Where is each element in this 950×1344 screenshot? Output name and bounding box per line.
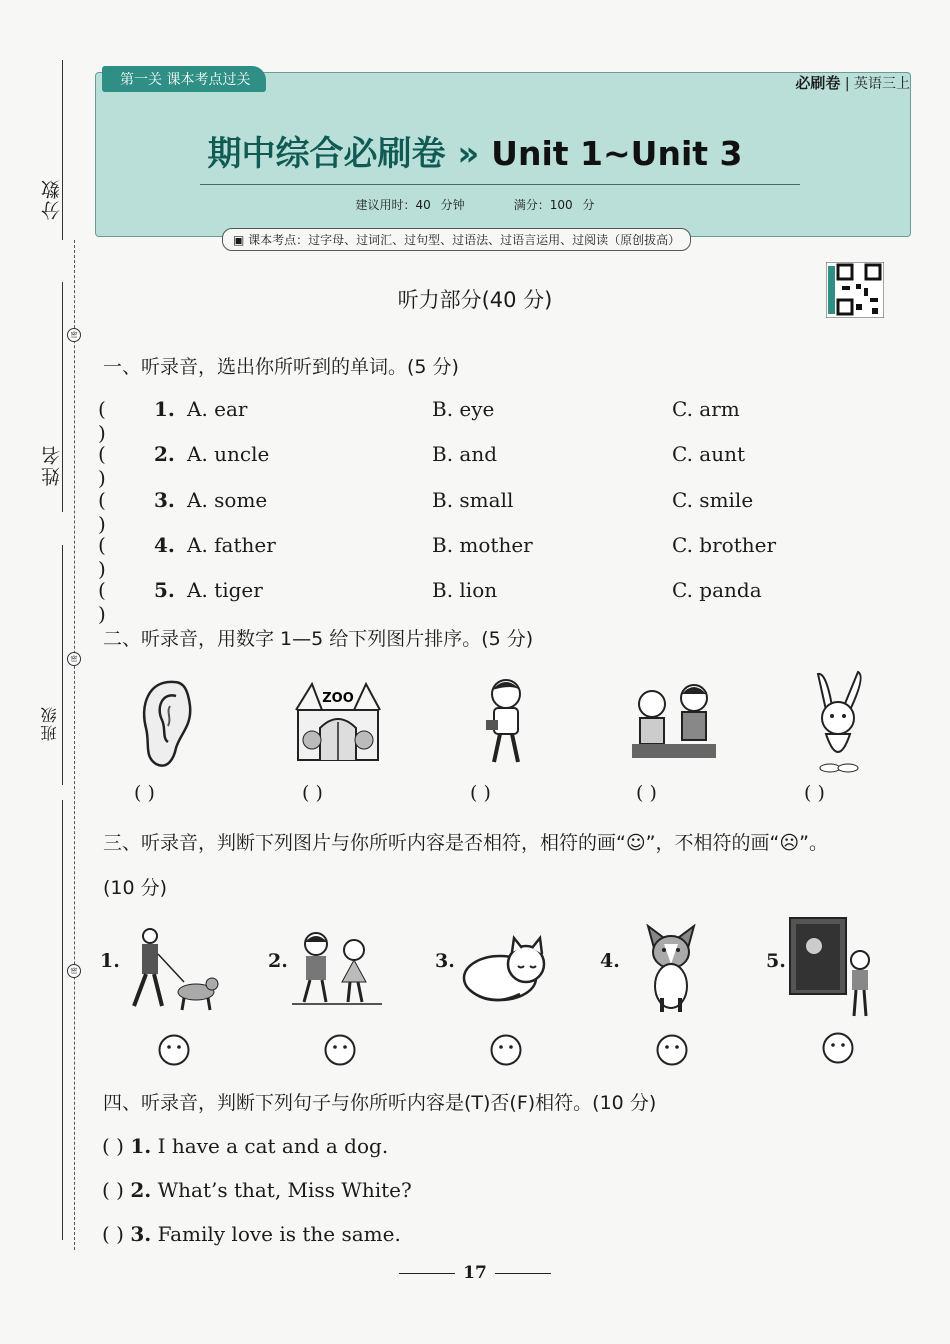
question-number: 5.	[154, 578, 175, 602]
option-a: A. some	[187, 488, 268, 512]
statement-number: 1.	[130, 1134, 152, 1158]
title-en: Unit 1~Unit 3	[491, 134, 743, 173]
binding-line	[74, 240, 75, 1250]
brand-name: 必刷卷	[795, 74, 841, 92]
option-c: C. panda	[672, 578, 762, 602]
part4-heading: 四、听录音，判断下列句子与你所听内容是(T)否(F)相符。(10 分)	[103, 1092, 657, 1114]
class-label: 班级	[40, 705, 59, 741]
key-points	[222, 228, 691, 251]
option-b: B. lion	[432, 578, 498, 602]
picture-label: 5.	[766, 950, 786, 972]
qr-code-icon[interactable]	[826, 262, 884, 318]
option-b: B. and	[432, 442, 498, 466]
statement-text: What’s that, Miss White?	[157, 1178, 412, 1202]
suggested-time: 建议用时：40 分钟	[355, 198, 465, 212]
ear-picture	[134, 676, 198, 768]
boy-and-girl-picture	[292, 930, 382, 1008]
part3-heading: 三、听录音，判断下列图片与你所听内容是否相符，相符的画“☺”，不相符的画“☹”。	[103, 832, 828, 854]
question-number: 4.	[154, 533, 175, 557]
answer-blank[interactable]: ( )	[102, 1178, 124, 1202]
statement-row	[102, 1222, 401, 1246]
brand-subject: 英语三上	[854, 76, 910, 92]
exam-meta	[0, 196, 950, 213]
title-rule	[200, 184, 800, 185]
option-c: C. brother	[672, 533, 777, 557]
answer-blank[interactable]: ( )	[102, 1134, 124, 1158]
boy-walking-picture	[478, 676, 534, 770]
title-cn: 期中综合必刷卷	[207, 134, 446, 174]
statement-number: 3.	[130, 1222, 152, 1246]
zoo-sign: ZOO	[322, 691, 354, 706]
side-rule	[62, 545, 63, 785]
book-icon: ▣	[233, 233, 245, 247]
side-rule	[62, 800, 63, 1240]
option-a: A. tiger	[187, 578, 263, 602]
option-c: C. aunt	[672, 442, 746, 466]
option-b: B. eye	[432, 397, 495, 421]
corgi-dog-picture	[640, 924, 702, 1014]
order-blank[interactable]: ( )	[302, 782, 323, 804]
stage-tab: 第一关 课本考点过关	[102, 66, 266, 92]
answer-blank[interactable]: ( )	[98, 397, 106, 445]
order-blank[interactable]: ( )	[470, 782, 491, 804]
smiley-face-icon[interactable]	[490, 1034, 522, 1066]
part1-heading: 一、听录音，选出你所听到的单词。(5 分)	[103, 356, 459, 378]
boy-at-door-picture	[788, 916, 880, 1020]
option-c: C. smile	[672, 488, 754, 512]
answer-blank[interactable]: ( )	[102, 1222, 124, 1246]
part2-heading: 二、听录音，用数字 1—5 给下列图片排序。(5 分)	[103, 628, 534, 650]
zoo-gate-picture	[292, 680, 384, 766]
part3-heading-score: (10 分)	[103, 877, 168, 899]
picture-label: 4.	[600, 950, 620, 972]
name-label: 姓名	[41, 444, 63, 486]
order-blank[interactable]: ( )	[804, 782, 825, 804]
statement-text: I have a cat and a dog.	[157, 1134, 389, 1158]
binding-hole: 密	[67, 328, 81, 342]
option-b: B. mother	[432, 533, 533, 557]
statement-row	[102, 1134, 388, 1158]
key-points-text: 课本考点：过字母、过词汇、过句型、过语法、过语言运用、过阅读（原创拔高）	[248, 233, 681, 247]
picture-label: 2.	[268, 950, 288, 972]
smiley-face-icon[interactable]	[822, 1032, 854, 1064]
question-number: 3.	[154, 488, 175, 512]
smiley-face-icon[interactable]	[656, 1034, 688, 1066]
option-a: A. uncle	[187, 442, 270, 466]
statement-row	[102, 1178, 412, 1202]
brand: 必刷卷 | 英语三上	[795, 74, 910, 92]
option-b: B. small	[432, 488, 514, 512]
man-walking-dog-picture	[124, 926, 220, 1012]
answer-blank[interactable]: ( )	[98, 488, 106, 536]
order-blank[interactable]: ( )	[134, 782, 155, 804]
question-number: 1.	[154, 397, 175, 421]
section-title: 听力部分(40 分)	[397, 288, 553, 312]
question-number: 2.	[154, 442, 175, 466]
kids-playing-picture	[626, 680, 722, 762]
answer-blank[interactable]: ( )	[98, 533, 106, 581]
answer-blank[interactable]: ( )	[98, 578, 106, 626]
statement-text: Family love is the same.	[157, 1222, 401, 1246]
smiley-face-icon[interactable]	[324, 1034, 356, 1066]
title-arrow: »	[457, 134, 480, 174]
option-a: A. father	[187, 533, 276, 557]
sleeping-cat-picture	[460, 934, 554, 1006]
smiley-face-icon[interactable]	[158, 1034, 190, 1066]
score-label: 分数	[41, 178, 63, 220]
statement-number: 2.	[130, 1178, 152, 1202]
picture-label: 1.	[100, 950, 120, 972]
option-a: A. ear	[187, 397, 248, 421]
page-number	[0, 1263, 950, 1283]
answer-blank[interactable]: ( )	[98, 442, 106, 490]
option-c: C. arm	[672, 397, 740, 421]
binding-hole: 密	[67, 652, 81, 666]
full-score: 满分：100 分	[513, 198, 595, 212]
binding-hole: 密	[67, 964, 81, 978]
order-blank[interactable]: ( )	[636, 782, 657, 804]
page-title	[0, 126, 950, 175]
rabbit-picture	[806, 670, 870, 774]
picture-label: 3.	[435, 950, 455, 972]
page-number-value: 17	[463, 1263, 487, 1283]
